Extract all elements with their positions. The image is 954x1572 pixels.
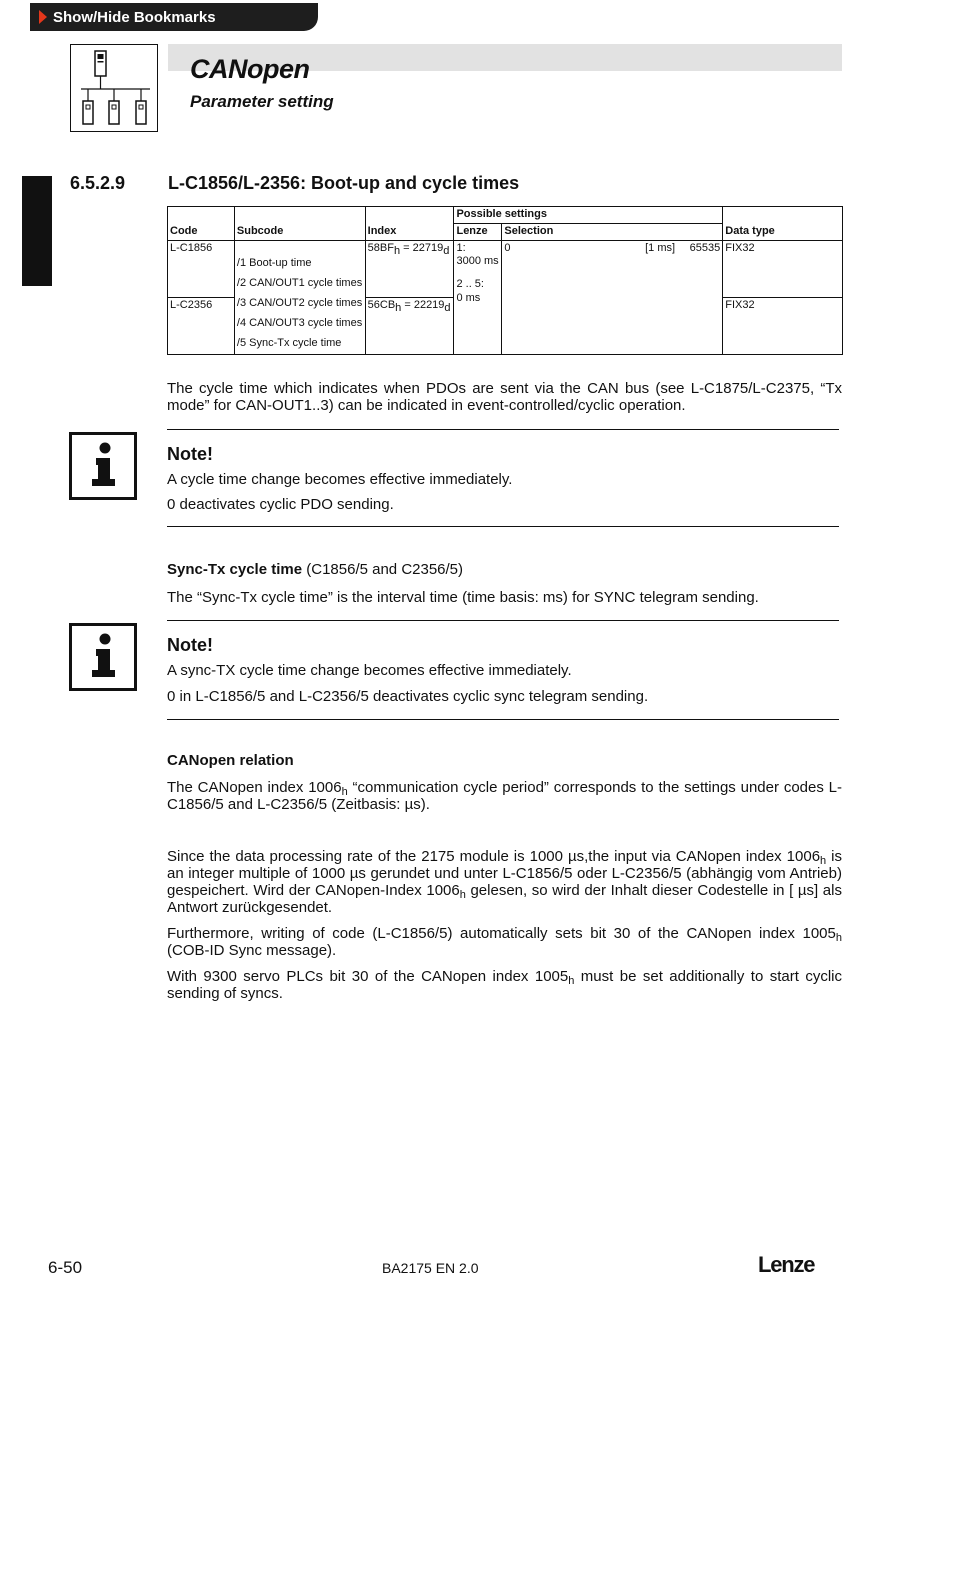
index-cell: $56CB_h = 22219_d$ xyxy=(365,297,454,354)
sync-heading: Sync-Tx cycle time (C1856/5 and C2356/5) xyxy=(167,561,464,578)
selection-cell: 0 [1 ms] 65535 xyxy=(502,240,723,354)
page-number: 6-50 xyxy=(48,1258,83,1277)
document-id: BA2175 EN 2.0 xyxy=(382,1260,479,1276)
relation-paragraph: The CANopen index $1006_h$ “communication cycle period” corresponds to the settings under codes L-C1856/5 and L-C2356/5 (Zeitbasis: µs). xyxy=(167,779,842,813)
data-type-cell: FIX32 xyxy=(723,297,843,354)
relation-paragraph: Since the data processing rate of the 2175 module is 1000 µs,the input via CANopen index $1006_h$ is an integer multiple of 1000 µs gerundet und unter L-C1856/5 oder L-C2356/5 (abhängig vom Antrieb) gespeichert. Wird der CANopen-Index $1006_h$ gelesen, so wird der Inhalt dieser Codestelle in [ µs] als Antwort zurückgesendet. xyxy=(167,848,842,916)
code-cell: L-C2356 xyxy=(168,297,235,354)
col-selection: Selection xyxy=(502,223,723,240)
col-data-type: Data type xyxy=(723,207,843,241)
divider xyxy=(167,526,839,527)
note-title: Note! xyxy=(167,444,213,464)
chapter-marker xyxy=(22,176,52,286)
code-cell: L-C1856 xyxy=(168,240,235,297)
relation-paragraph: Furthermore, writing of code (L-C1856/5) automatically sets bit 30 of the CANopen index $1005_h$ (COB-ID Sync message). xyxy=(167,925,842,959)
lenze-cell: 1: 3000 ms 2 .. 5: 0 ms xyxy=(454,240,502,354)
col-possible-settings: Possible settings xyxy=(454,207,723,224)
subcode-item: /5 Sync-Tx cycle time xyxy=(236,336,342,349)
note-text: 0 in L-C1856/5 and L-C2356/5 deactivates cyclic sync telegram sending. xyxy=(167,688,649,705)
col-code: Code xyxy=(168,207,235,241)
info-icon xyxy=(69,432,137,500)
note-title: Note! xyxy=(167,635,213,655)
section-number: 6.5.2.9 xyxy=(70,173,126,193)
table-header-row xyxy=(168,207,843,224)
divider xyxy=(167,719,839,720)
relation-paragraph: With 9300 servo PLCs bit 30 of the CANopen index $1005_h$ must be set additionally to start cyclic sending of syncs. xyxy=(167,968,842,1002)
info-icon xyxy=(69,623,137,691)
col-subcode: Subcode xyxy=(234,207,365,241)
divider xyxy=(167,429,839,430)
bookmark-arrow-icon xyxy=(39,10,47,24)
data-type-cell: FIX32 xyxy=(723,240,843,297)
index-cell: $58BF_h = 22719_d$ xyxy=(365,240,454,297)
table-row xyxy=(168,240,843,297)
intro-paragraph: The cycle time which indicates when PDOs are sent via the CAN bus (see L-C1875/L-C2375, “Tx mode” for CAN-OUT1..3) can be indicated in event-controlled/cyclic operation. xyxy=(167,380,842,414)
page-subtitle: Parameter setting xyxy=(190,92,334,111)
subcode-item: /3 CAN/OUT2 cycle times xyxy=(236,296,363,309)
sync-text: The “Sync-Tx cycle time” is the interval time (time basis: ms) for SYNC telegram sending. xyxy=(167,589,759,606)
col-index: Index xyxy=(365,207,454,241)
subcode-item: /4 CAN/OUT3 cycle times xyxy=(236,316,363,329)
network-topology-icon xyxy=(70,44,158,132)
parameter-table xyxy=(167,206,843,355)
show-hide-bookmarks-button[interactable] xyxy=(30,3,318,31)
note-text: A cycle time change becomes effective immediately. xyxy=(167,471,513,488)
brand-logo: Lenze xyxy=(758,1252,815,1277)
note-text: A sync-TX cycle time change becomes effective immediately. xyxy=(167,662,572,679)
col-lenze: Lenze xyxy=(454,223,502,240)
relation-heading: CANopen relation xyxy=(167,752,294,769)
subcode-item: /2 CAN/OUT1 cycle times xyxy=(236,276,363,289)
page-title: CANopen xyxy=(190,54,310,84)
subcode-cell xyxy=(234,240,365,354)
note-text: 0 deactivates cyclic PDO sending. xyxy=(167,496,394,513)
section-title: L-C1856/L-2356: Boot-up and cycle times xyxy=(168,173,520,193)
divider xyxy=(167,620,839,621)
bookmarks-label: Show/Hide Bookmarks xyxy=(53,8,216,26)
subcode-item: /1 Boot-up time xyxy=(236,256,312,269)
